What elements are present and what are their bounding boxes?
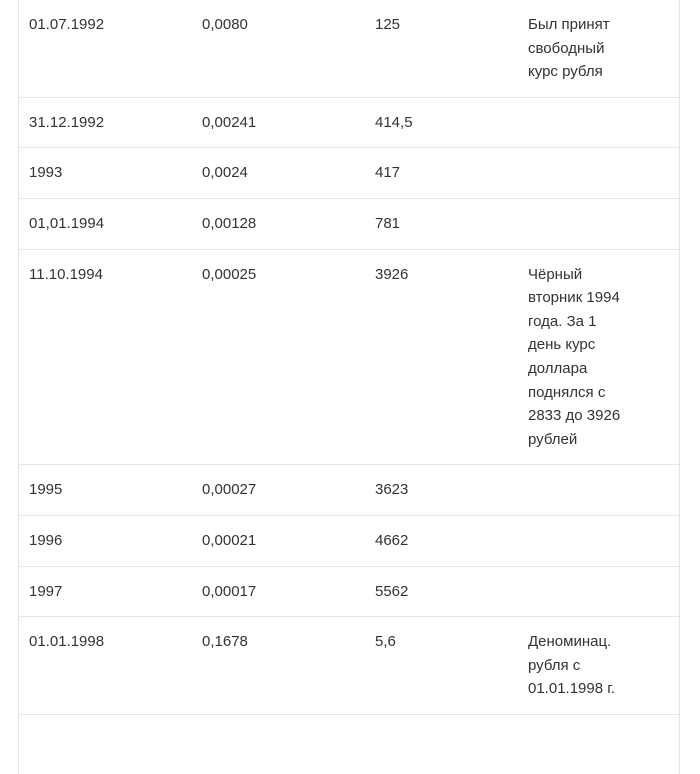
cell-rate: 0,0080 <box>192 0 365 97</box>
cell-rub: 3623 <box>365 465 518 516</box>
cell-rate: 0,0024 <box>192 148 365 199</box>
cell-note <box>518 566 679 617</box>
cell-rub: 5562 <box>365 566 518 617</box>
table-row <box>19 0 679 97</box>
cell-date: 1995 <box>19 465 192 516</box>
cell-rate: 0,00017 <box>192 566 365 617</box>
table-row <box>19 566 679 617</box>
cell-note <box>518 148 679 199</box>
cell-rub: 414,5 <box>365 97 518 148</box>
cell-rate: 0,1678 <box>192 617 365 715</box>
cell-rub: 417 <box>365 148 518 199</box>
cell-note <box>518 198 679 249</box>
cell-rub: 5,6 <box>365 617 518 715</box>
cell-note <box>518 97 679 148</box>
exchange-rate-table <box>19 0 679 715</box>
cell-date: 1997 <box>19 566 192 617</box>
table-row <box>19 97 679 148</box>
cell-date: 01.01.1998 <box>19 617 192 715</box>
cell-note: Был принят свободный курс рубля <box>518 0 679 97</box>
cell-date: 01.07.1992 <box>19 0 192 97</box>
table-row <box>19 249 679 465</box>
cell-note: Чёрный вторник 1994 года. За 1 день курс доллара поднялся с 2833 до 3926 рублей <box>518 249 679 465</box>
cell-rub: 3926 <box>365 249 518 465</box>
cell-rub: 4662 <box>365 515 518 566</box>
table-row <box>19 198 679 249</box>
cell-date: 1996 <box>19 515 192 566</box>
cell-rate: 0,00025 <box>192 249 365 465</box>
cell-rub: 125 <box>365 0 518 97</box>
cell-rate: 0,00027 <box>192 465 365 516</box>
table-body <box>19 0 679 714</box>
cell-date: 31.12.1992 <box>19 97 192 148</box>
table-row <box>19 465 679 516</box>
cell-rate: 0,00128 <box>192 198 365 249</box>
cell-rate: 0,00021 <box>192 515 365 566</box>
table-row <box>19 148 679 199</box>
cell-date: 11.10.1994 <box>19 249 192 465</box>
table-row <box>19 515 679 566</box>
cell-note <box>518 465 679 516</box>
cell-rate: 0,00241 <box>192 97 365 148</box>
cell-rub: 781 <box>365 198 518 249</box>
table-row <box>19 617 679 715</box>
cell-date: 01,01.1994 <box>19 198 192 249</box>
exchange-rate-table-container <box>18 0 680 774</box>
cell-note <box>518 515 679 566</box>
cell-note: Деноминац. рубля с 01.01.1998 г. <box>518 617 679 715</box>
cell-date: 1993 <box>19 148 192 199</box>
